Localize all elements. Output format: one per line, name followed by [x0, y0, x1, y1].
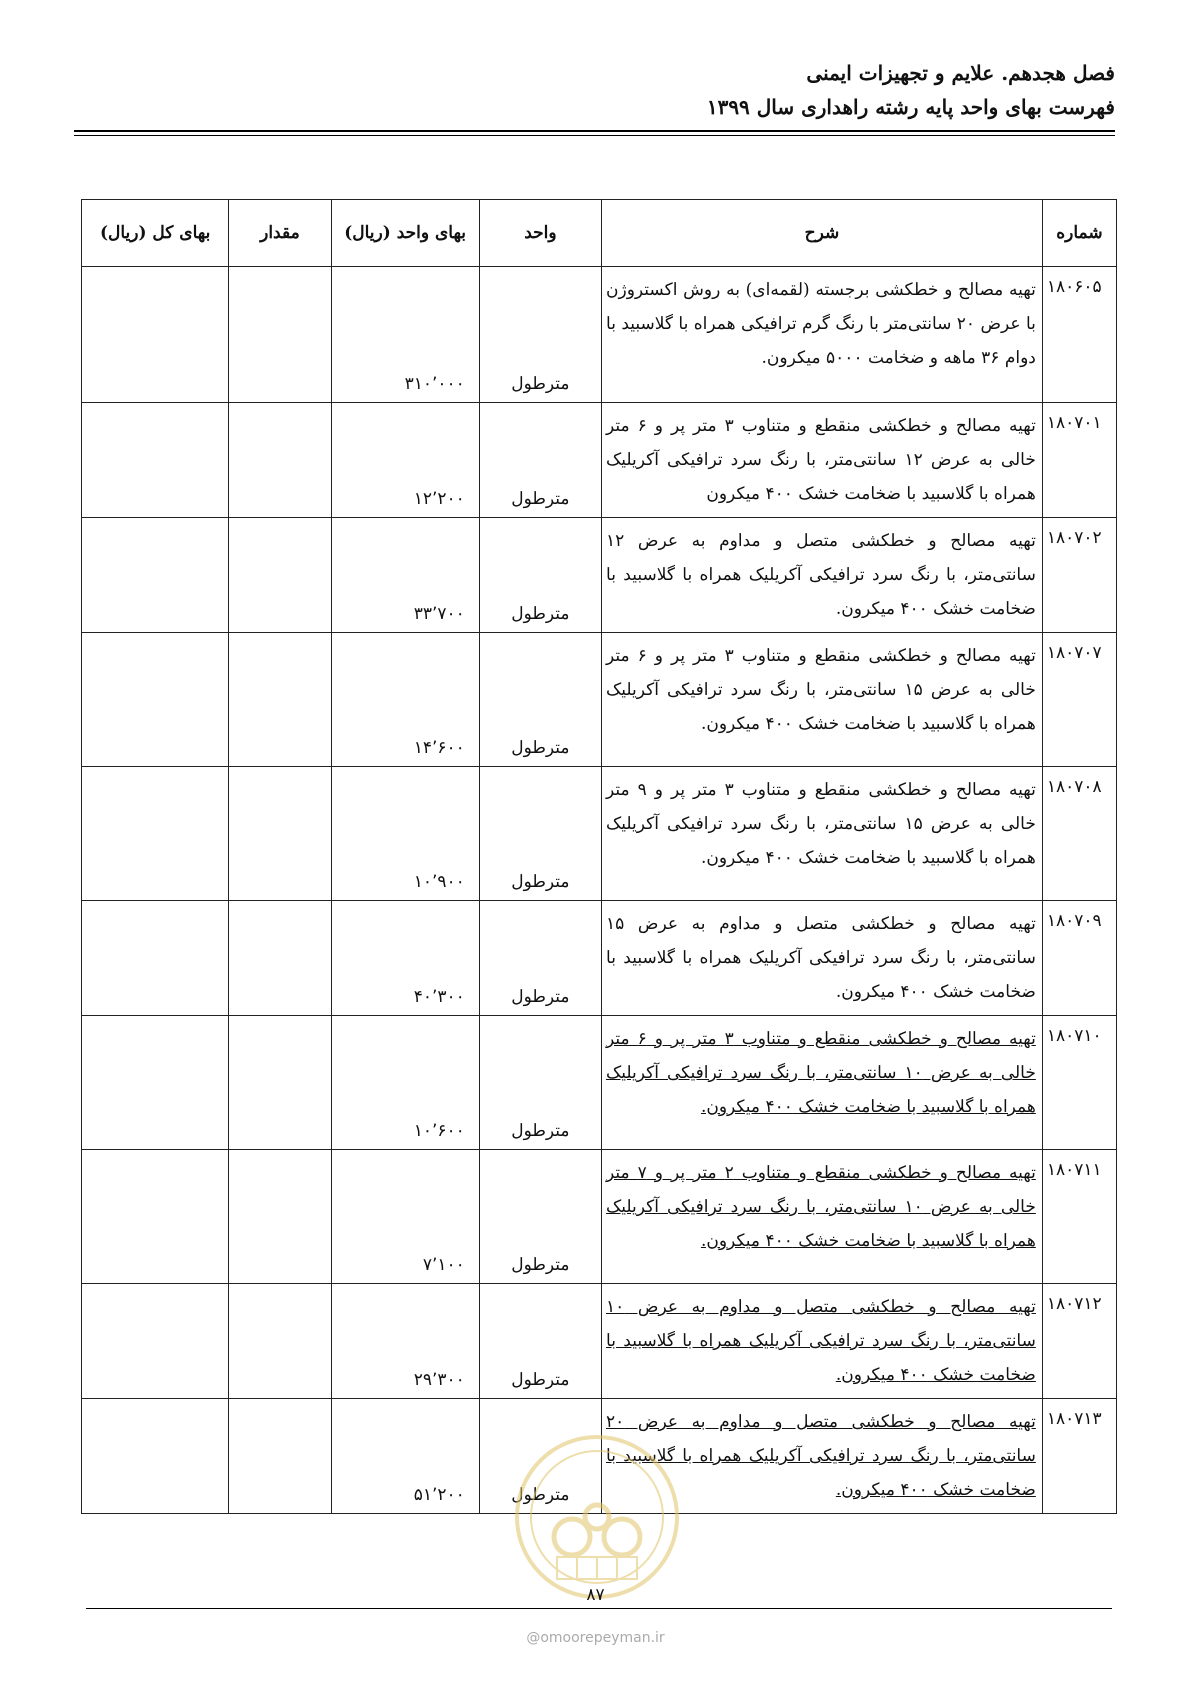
- item-unit-price: ۷٬۱۰۰: [331, 1150, 479, 1284]
- page-header: [75, 58, 1115, 122]
- item-code: ۱۸۰۷۱۰: [1042, 1016, 1116, 1150]
- item-unit-price: ۱۲٬۲۰۰: [331, 403, 479, 518]
- item-unit: مترطول: [479, 518, 601, 633]
- item-description: تهیه مصالح و خطکشی منقطع و متناوب ۳ متر پر و ۹ متر خالی به عرض ۱۵ سانتی‌متر، با رنگ سرد ترافیکی آکریلیک همراه با گلاسبید با ضخامت خشک ۴۰۰ میکرون.: [602, 767, 1043, 901]
- document-title: فهرست بهای واحد پایه رشته راهداری سال ۱۳۹۹: [706, 95, 1115, 119]
- item-code: ۱۸۰۷۱۲: [1042, 1284, 1116, 1399]
- table-row: [82, 1016, 1117, 1150]
- column-header-unit-price: بهای واحد (ریال): [331, 200, 479, 267]
- column-header-total-price: بهای کل (ریال): [82, 200, 229, 267]
- item-unit: مترطول: [479, 403, 601, 518]
- item-unit-price: ۳۳٬۷۰۰: [331, 518, 479, 633]
- item-description: تهیه مصالح و خطکشی برجسته (لقمه‌ای) به روش اکستروژن با عرض ۲۰ سانتی‌متر با رنگ گرم ترافیکی همراه با گلاسبید با دوام ۳۶ ماهه و ضخامت ۵۰۰۰ میکرون.: [602, 267, 1043, 403]
- item-description: تهیه مصالح و خطکشی منقطع و متناوب ۲ متر پر و ۷ متر خالی به عرض ۱۰ سانتی‌متر، با رنگ سرد ترافیکی آکریلیک همراه با گلاسبید با ضخامت خشک ۴۰۰ میکرون.: [602, 1150, 1043, 1284]
- item-unit-price: ۱۴٬۶۰۰: [331, 633, 479, 767]
- item-quantity: [229, 767, 331, 901]
- item-code: ۱۸۰۷۱۱: [1042, 1150, 1116, 1284]
- item-total-price: [82, 518, 229, 633]
- table-header-row: [82, 200, 1117, 267]
- item-description: تهیه مصالح و خطکشی منقطع و متناوب ۳ متر پر و ۶ متر خالی به عرض ۱۲ سانتی‌متر، با رنگ سرد ترافیکی آکریلیک همراه با گلاسبید با ضخامت خشک ۴۰۰ میکرون: [602, 403, 1043, 518]
- chapter-title: فصل هجدهم. علایم و تجهیزات ایمنی: [806, 61, 1115, 85]
- publisher-seal-watermark: [512, 1432, 682, 1602]
- item-code: ۱۸۰۷۰۹: [1042, 901, 1116, 1016]
- item-description: تهیه مصالح و خطکشی متصل و مداوم به عرض ۱۰ سانتی‌متر، با رنگ سرد ترافیکی آکریلیک همراه با گلاسبید با ضخامت خشک ۴۰۰ میکرون.: [602, 1284, 1043, 1399]
- table-row: [82, 403, 1117, 518]
- item-unit: مترطول: [479, 1284, 601, 1399]
- item-description: تهیه مصالح و خطکشی منقطع و متناوب ۳ متر پر و ۶ متر خالی به عرض ۱۵ سانتی‌متر، با رنگ سرد ترافیکی آکریلیک همراه با گلاسبید با ضخامت خشک ۴۰۰ میکرون.: [602, 633, 1043, 767]
- item-unit-price: ۱۰٬۹۰۰: [331, 767, 479, 901]
- item-unit-price: ۵۱٬۲۰۰: [331, 1399, 479, 1514]
- item-quantity: [229, 901, 331, 1016]
- item-quantity: [229, 267, 331, 403]
- item-description: تهیه مصالح و خطکشی متصل و مداوم به عرض ۱۲ سانتی‌متر، با رنگ سرد ترافیکی آکریلیک همراه با گلاسبید با ضخامت خشک ۴۰۰ میکرون.: [602, 518, 1043, 633]
- item-unit: مترطول: [479, 901, 601, 1016]
- item-code: ۱۸۰۷۰۲: [1042, 518, 1116, 633]
- footer-rule: [86, 1608, 1112, 1609]
- item-total-price: [82, 1016, 229, 1150]
- item-unit: مترطول: [479, 1399, 601, 1514]
- page-number: ۸۷: [586, 1585, 605, 1605]
- item-total-price: [82, 767, 229, 901]
- item-total-price: [82, 1399, 229, 1514]
- column-header-quantity: مقدار: [229, 200, 331, 267]
- item-unit: مترطول: [479, 633, 601, 767]
- item-quantity: [229, 1150, 331, 1284]
- table-row: [82, 633, 1117, 767]
- item-unit: مترطول: [479, 767, 601, 901]
- item-unit-price: ۴۰٬۳۰۰: [331, 901, 479, 1016]
- table-row: [82, 1150, 1117, 1284]
- table-row: [82, 267, 1117, 403]
- website-watermark: @omoorepeyman.ir: [526, 1630, 665, 1646]
- header-rule-thin: [74, 135, 1115, 136]
- column-header-code: شماره: [1042, 200, 1116, 267]
- item-total-price: [82, 403, 229, 518]
- item-code: ۱۸۰۶۰۵: [1042, 267, 1116, 403]
- item-quantity: [229, 1284, 331, 1399]
- item-total-price: [82, 1150, 229, 1284]
- item-total-price: [82, 633, 229, 767]
- item-code: ۱۸۰۷۰۸: [1042, 767, 1116, 901]
- table-row: [82, 767, 1117, 901]
- item-total-price: [82, 901, 229, 1016]
- item-quantity: [229, 1016, 331, 1150]
- table-row: [82, 901, 1117, 1016]
- item-unit: مترطول: [479, 267, 601, 403]
- item-unit: مترطول: [479, 1016, 601, 1150]
- item-quantity: [229, 518, 331, 633]
- header-rule-thick: [74, 130, 1115, 132]
- item-quantity: [229, 1399, 331, 1514]
- item-description: تهیه مصالح و خطکشی متصل و مداوم به عرض ۱۵ سانتی‌متر، با رنگ سرد ترافیکی آکریلیک همراه با گلاسبید با ضخامت خشک ۴۰۰ میکرون.: [602, 901, 1043, 1016]
- item-unit: مترطول: [479, 1150, 601, 1284]
- item-code: ۱۸۰۷۰۱: [1042, 403, 1116, 518]
- item-description: تهیه مصالح و خطکشی متصل و مداوم به عرض ۲۰ سانتی‌متر، با رنگ سرد ترافیکی آکریلیک همراه با گلاسبید با ضخامت خشک ۴۰۰ میکرون.: [602, 1399, 1043, 1514]
- price-list-table: [81, 199, 1117, 1514]
- item-description: تهیه مصالح و خطکشی منقطع و متناوب ۳ متر پر و ۶ متر خالی به عرض ۱۰ سانتی‌متر، با رنگ سرد ترافیکی آکریلیک همراه با گلاسبید با ضخامت خشک ۴۰۰ میکرون.: [602, 1016, 1043, 1150]
- item-unit-price: ۲۹٬۳۰۰: [331, 1284, 479, 1399]
- item-code: ۱۸۰۷۰۷: [1042, 633, 1116, 767]
- column-header-description: شرح: [602, 200, 1043, 267]
- item-unit-price: ۱۰٬۶۰۰: [331, 1016, 479, 1150]
- column-header-unit: واحد: [479, 200, 601, 267]
- item-total-price: [82, 267, 229, 403]
- table-row: [82, 1284, 1117, 1399]
- item-unit-price: ۳۱۰٬۰۰۰: [331, 267, 479, 403]
- item-total-price: [82, 1284, 229, 1399]
- item-code: ۱۸۰۷۱۳: [1042, 1399, 1116, 1514]
- item-quantity: [229, 403, 331, 518]
- table-row: [82, 518, 1117, 633]
- item-quantity: [229, 633, 331, 767]
